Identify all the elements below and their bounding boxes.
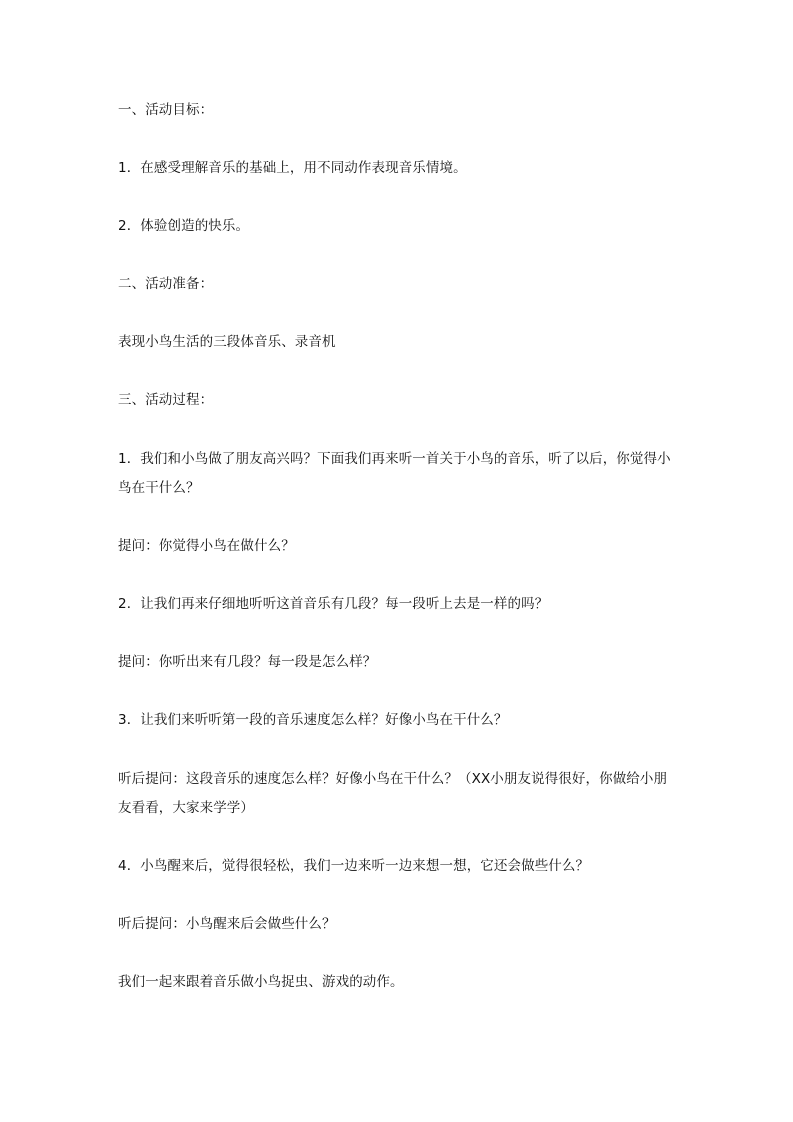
section-heading-preparation: 二、活动准备： xyxy=(118,276,214,292)
process-step-3: 3．让我们来听听第一段的音乐速度怎么样？好像小鸟在干什么？ xyxy=(118,712,508,728)
section-heading-goals: 一、活动目标： xyxy=(118,102,214,118)
preparation-text: 表现小鸟生活的三段体音乐、录音机 xyxy=(118,334,336,350)
process-question-3: 听后提问：这段音乐的速度怎么样？好像小鸟在干什么？（XX小朋友说得很好，你做给小朋友看看，大家来学学） xyxy=(118,771,668,816)
process-step-2: 2．让我们再来仔细地听听这首音乐有几段？每一段听上去是一样的吗？ xyxy=(118,596,549,612)
process-activity: 我们一起来跟着音乐做小鸟捉虫、游戏的动作。 xyxy=(118,974,404,990)
process-question-2: 提问：你听出来有几段？每一段是怎么样？ xyxy=(118,654,377,670)
section-heading-process: 三、活动过程： xyxy=(118,392,214,408)
process-question-4: 听后提问：小鸟醒来后会做些什么？ xyxy=(118,916,336,932)
goal-item-2: 2．体验创造的快乐。 xyxy=(118,218,250,234)
process-step-1: 1．我们和小鸟做了朋友高兴吗？下面我们再来听一首关于小鸟的音乐，听了以后，你觉得小鸟在干什么？ xyxy=(118,451,671,496)
process-step-4: 4．小鸟醒来后，觉得很轻松，我们一边来听一边来想一想，它还会做些什么？ xyxy=(118,858,590,874)
goal-item-1: 1．在感受理解音乐的基础上，用不同动作表现音乐情境。 xyxy=(118,160,467,176)
process-question-1: 提问：你觉得小鸟在做什么？ xyxy=(118,538,295,554)
